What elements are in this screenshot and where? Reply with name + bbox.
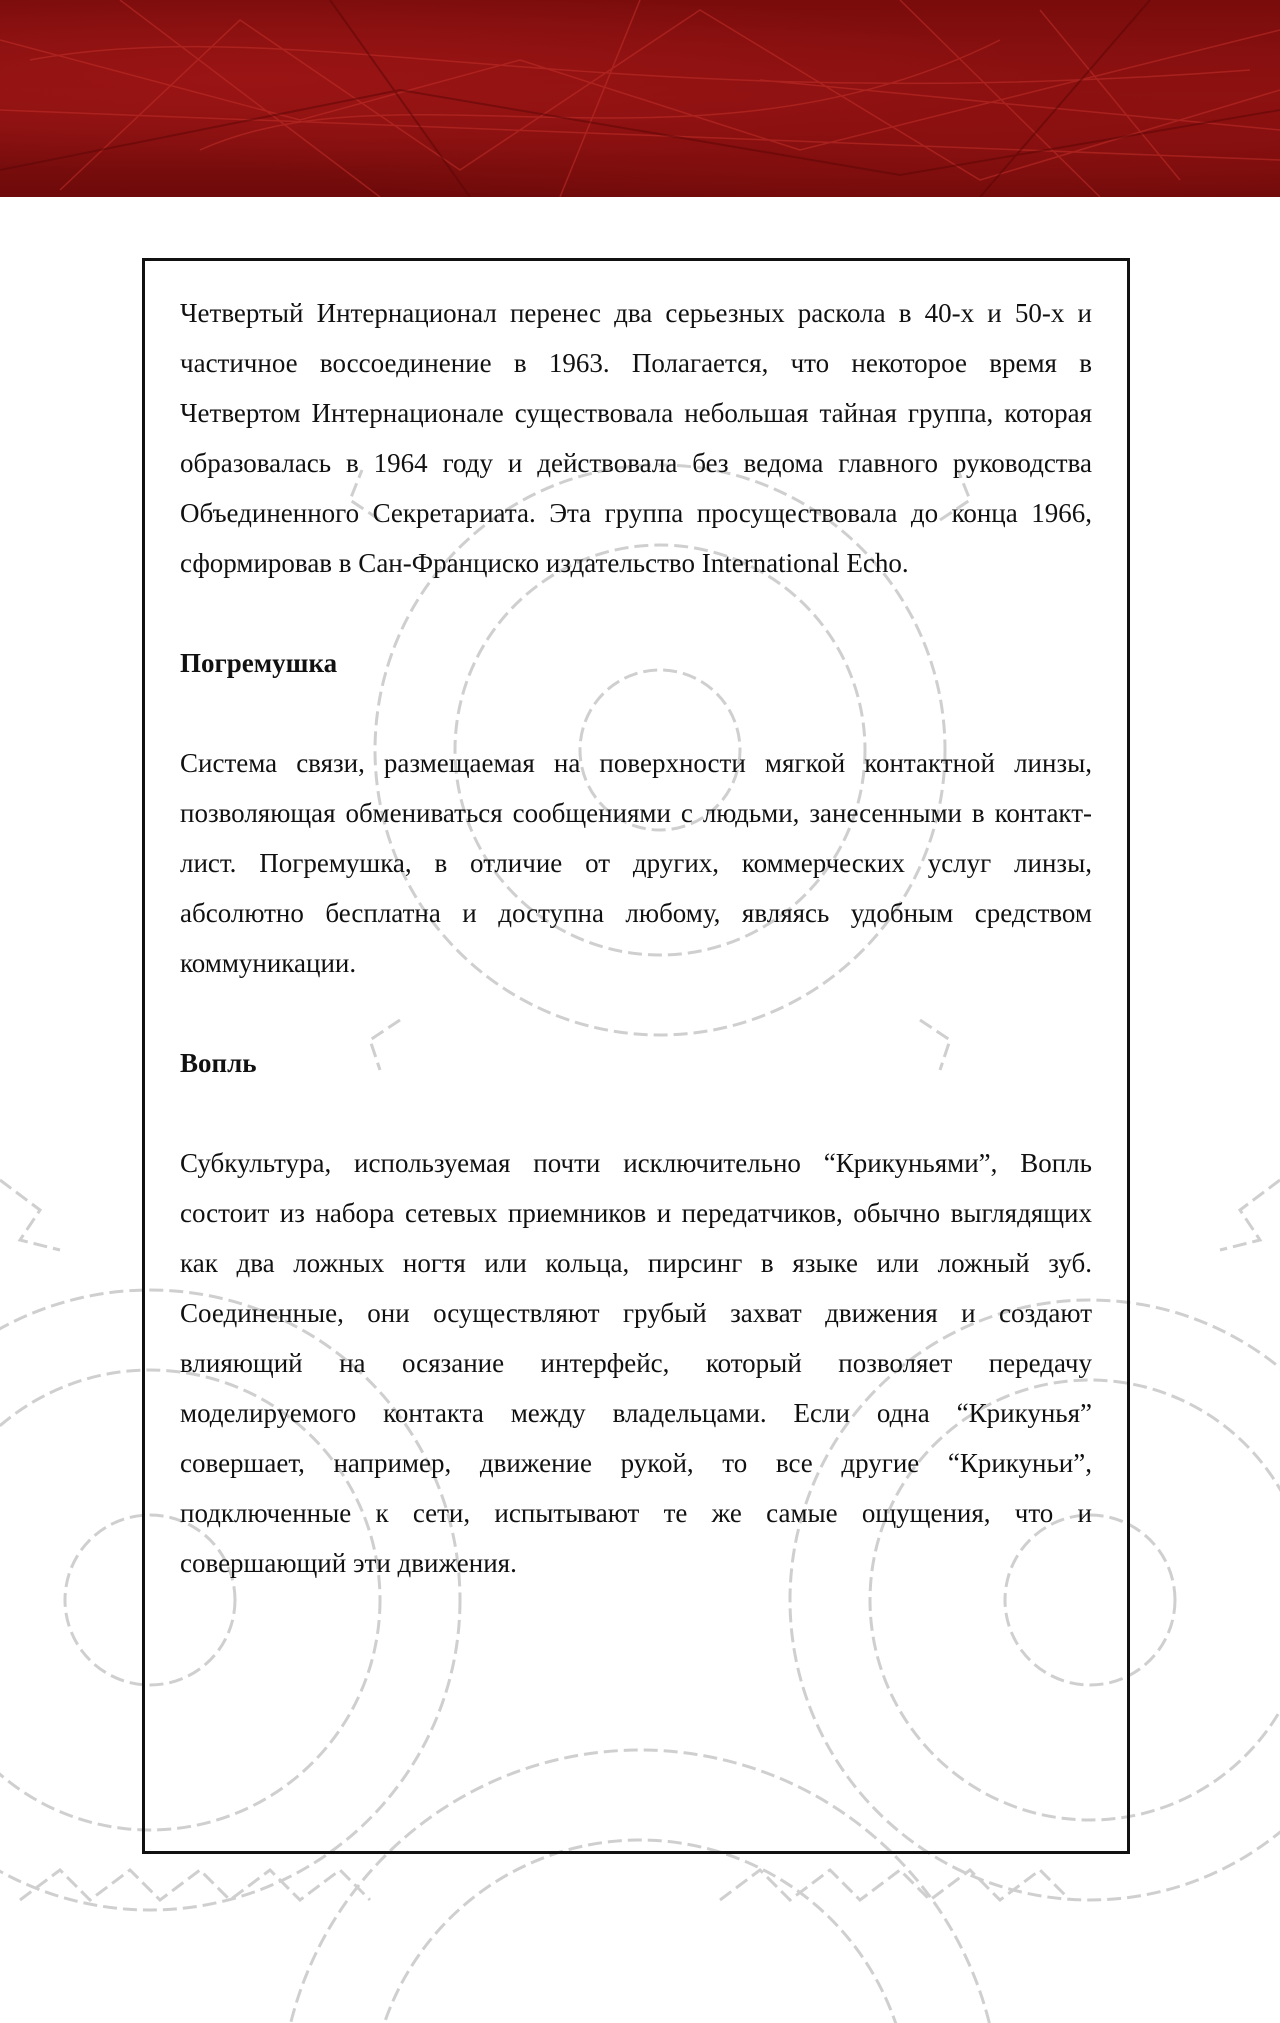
- intro-paragraph: Четвертый Интернационал перенес два серьезных раскола в 40-х и 50-х и частичное воссоединение в 1963. Полагается, что некоторое время в Четвертом Интернационале существовала небольшая тайная группа, которая образовалась в 1964 году и действовала без ведома главного руководства Объединенного Секретариата. Эта группа просуществовала до конца 1966, сформировав в Сан-Франциско издательство International Echo.: [180, 298, 1092, 578]
- section-heading-vopl: Вопль: [180, 1048, 257, 1078]
- red-texture-banner: [0, 0, 1280, 197]
- pogremushka-paragraph: Система связи, размещаемая на поверхности мягкой контактной линзы, позволяющая обмениваться сообщениями с людьми, занесенными в контакт-лист. Погремушка, в отличие от других, коммерческих услуг линзы, абсолютно бесплатна и доступна любому, являясь удобным средством коммуникации.: [180, 748, 1092, 978]
- article-body: [180, 288, 1092, 1588]
- section-heading-pogremushka: Погремушка: [180, 648, 338, 678]
- vopl-paragraph: Субкультура, используемая почти исключительно “Крикуньями”, Вопль состоит из набора сетевых приемников и передатчиков, обычно выглядящих как два ложных ногтя или кольца, пирсинг в языке или ложный зуб. Соединенные, они осуществляют грубый захват движения и создают влияющий на осязание интерфейс, который позволяет передачу моделируемого контакта между владельцами. Если одна “Крикунья” совершает, например, движение рукой, то все другие “Крикуньи”, подключенные к сети, испытывают те же самые ощущения, что и совершающий эти движения.: [180, 1148, 1092, 1578]
